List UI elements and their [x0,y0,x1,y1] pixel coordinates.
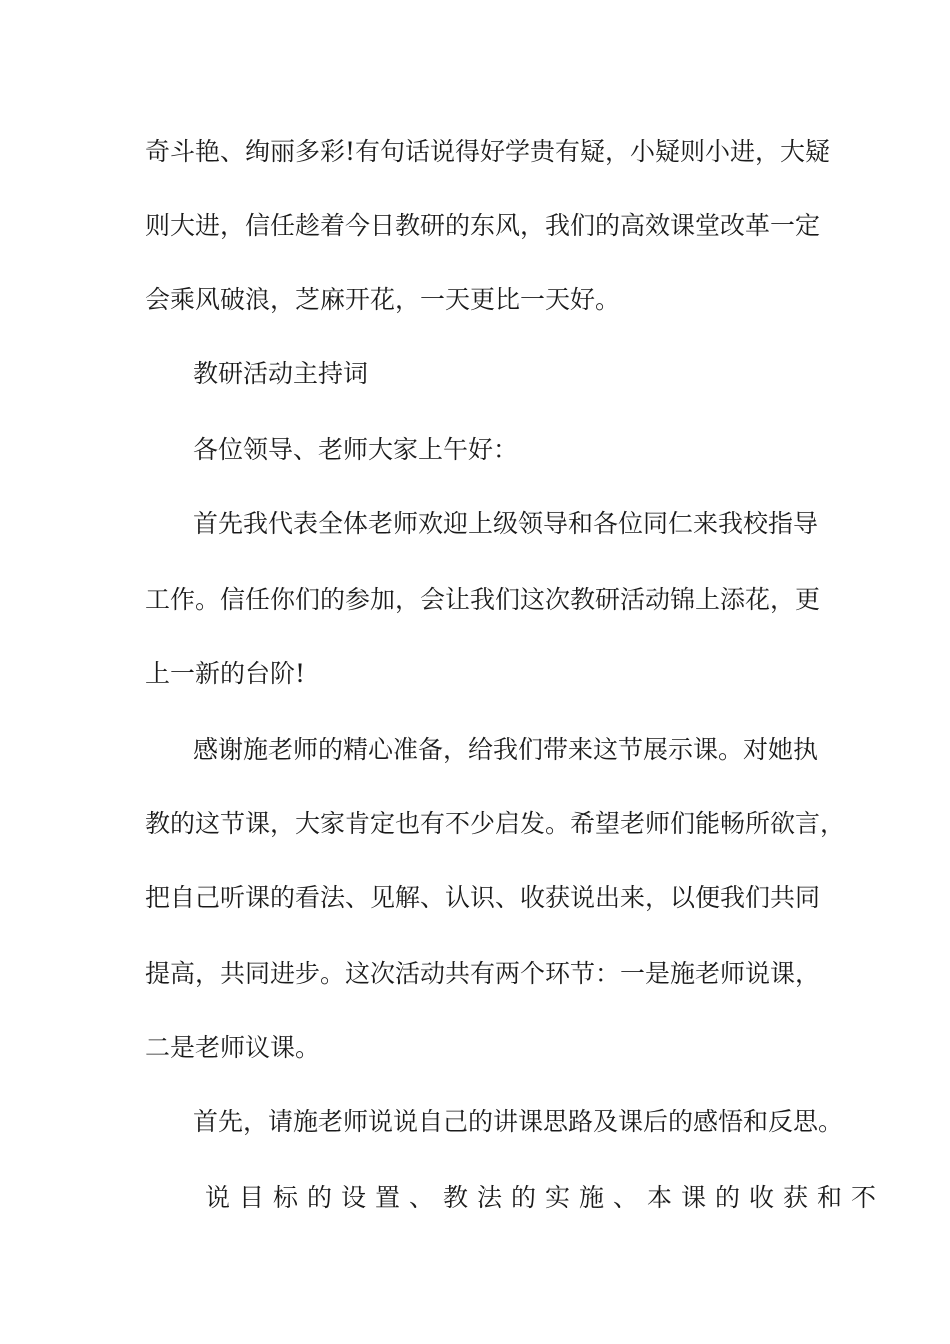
text-line-15: 说目标的设置、教法的实施、本课的收获和不 [205,1183,886,1212]
text-line-11: 把自己听课的看法、见解、认识、收获说出来，以便我们共同 [145,883,821,912]
text-line-2: 则大进，信任趁着今日教研的东风，我们的高效课堂改革一定 [145,211,821,240]
section-heading: 教研活动主持词 [193,359,369,388]
text-line-3: 会乘风破浪，芝麻开花，一天更比一天好。 [145,285,621,314]
text-line-1: 奇斗艳、绚丽多彩!有句话说得好学贵有疑，小疑则小进，大疑 [145,137,831,166]
text-line-7: 工作。信任你们的参加，会让我们这次教研活动锦上添花，更 [145,585,821,614]
text-line-14: 首先，请施老师说说自己的讲课思路及课后的感悟和反思。 [193,1107,844,1136]
greeting-line: 各位领导、老师大家上午好： [193,435,519,464]
text-line-10: 教的这节课，大家肯定也有不少启发。希望老师们能畅所欲言， [145,809,846,838]
text-line-9: 感谢施老师的精心准备，给我们带来这节展示课。对她执 [193,735,819,764]
text-line-13: 二是老师议课。 [145,1033,321,1062]
text-line-8: 上一新的台阶! [145,659,306,688]
text-line-6: 首先我代表全体老师欢迎上级领导和各位同仁来我校指导 [193,509,819,538]
text-line-12: 提高，共同进步。这次活动共有两个环节：一是施老师说课， [145,959,821,988]
